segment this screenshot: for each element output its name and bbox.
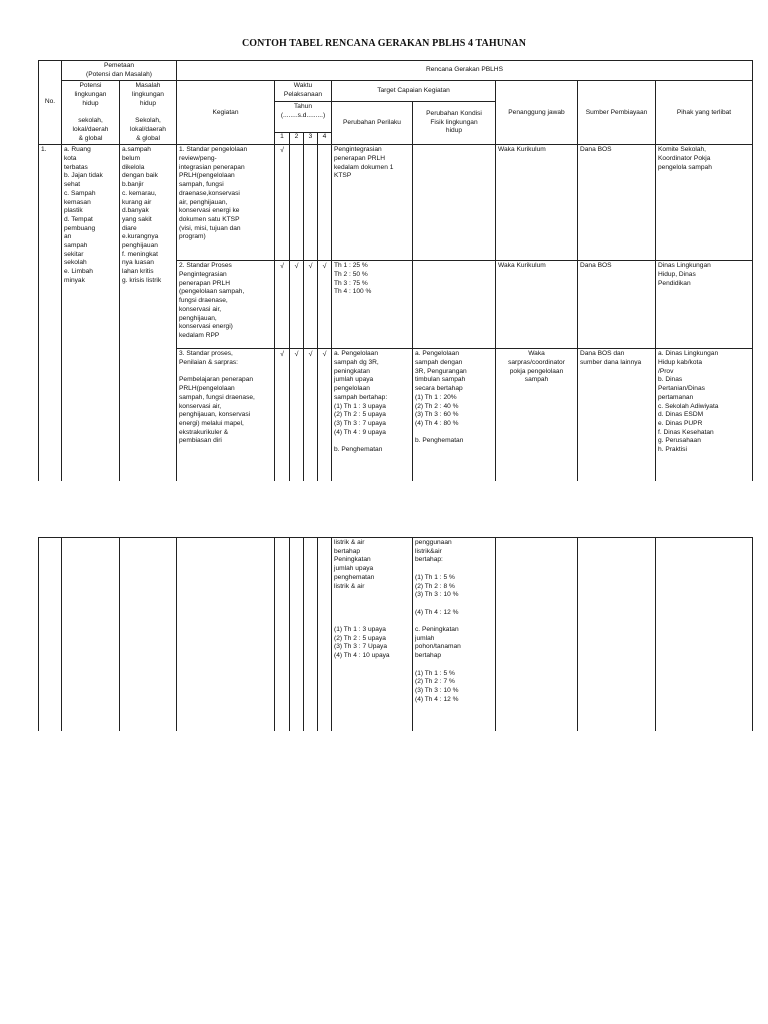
- kondisi-1: [413, 145, 496, 261]
- year-3: 3: [304, 133, 318, 145]
- cont-masalah: [120, 538, 177, 731]
- header-pemetaan: Pemetaan (Potensi dan Masalah): [62, 61, 177, 81]
- tick-3-3: √: [304, 349, 318, 481]
- sumber-2: Dana BOS: [578, 261, 656, 349]
- row-no: 1.: [39, 145, 62, 481]
- pj-1: Waka Kurikulum: [496, 145, 578, 261]
- header-kegiatan: Kegiatan: [177, 81, 275, 145]
- tick-3-4: √: [318, 349, 332, 481]
- cont-tick-2: [290, 538, 304, 731]
- perilaku-3: a. Pengelolaan sampah dg 3R, peningkatan jumlah upaya pengelolaan sampah bertahap: (1) Th 1 : 3 upaya (2) Th 2 : 5 upaya (3) Th 3 : 7 upaya (4) Th 4 : 9 upaya b. Penghematan: [332, 349, 413, 481]
- header-sumber: Sumber Pembiayaan: [578, 81, 656, 145]
- kegiatan-2: 2. Standar Proses Pengintegrasian penerapan PRLH (pengelolaan sampah, fungsi draenase, konservasi air, penghijauan, konservasi energi) kedalam RPP: [177, 261, 275, 349]
- tick-3-1: √: [275, 349, 290, 481]
- header-masalah: Masalah lingkungan hidup Sekolah, lokal/daerah & global: [120, 81, 177, 145]
- potensi-list: a. Ruang kota terbatas b. Jajan tidak sehat c. Sampah kemasan plastik d. Tempat pembuang an sampah sekitar sekolah e. Limbah minyak: [62, 145, 120, 481]
- kondisi-2: [413, 261, 496, 349]
- perilaku-2: Th 1 : 25 % Th 2 : 50 % Th 3 : 75 % Th 4 : 100 %: [332, 261, 413, 349]
- year-1: 1: [275, 133, 290, 145]
- sumber-1: Dana BOS: [578, 145, 656, 261]
- sumber-3: Dana BOS dan sumber dana lainnya: [578, 349, 656, 481]
- header-kondisi: Perubahan Kondisi Fisik lingkungan hidup: [413, 101, 496, 145]
- pj-2: Waka Kurikulum: [496, 261, 578, 349]
- cont-tick-1: [275, 538, 290, 731]
- tick-1-1: √: [275, 145, 290, 261]
- perilaku-1: Pengintegrasian penerapan PRLH kedalam dokumen 1 KTSP: [332, 145, 413, 261]
- pihak-3: a. Dinas Lingkungan Hidup kab/kota /Prov b. Dinas Pertanian/Dinas pertamanan c. Sekolah Adiwiyata d. Dinas ESDM e. Dinas PUPR f. Dinas Kesehatan g. Perusahaan h. Praktisi: [656, 349, 753, 481]
- cont-perilaku: listrik & air bertahap Peningkatan jumlah upaya penghematan listrik & air (1) Th 1 : 3 upaya (2) Th 2 : 5 upaya (3) Th 3 : 7 Upaya (4) Th 4 : 10 upaya: [332, 538, 413, 731]
- header-rencana: Rencana Gerakan PBLHS: [177, 61, 753, 81]
- header-pihak: Pihak yang terlibat: [656, 81, 753, 145]
- cont-pj: [496, 538, 578, 731]
- plan-table: [38, 60, 753, 481]
- header-waktu: Waktu Pelaksanaan: [275, 81, 332, 101]
- tick-3-2: √: [290, 349, 304, 481]
- header-target: Target Capaian Kegiatan: [332, 81, 496, 101]
- cont-tick-4: [318, 538, 332, 731]
- tick-2-2: √: [290, 261, 304, 349]
- page-title: CONTOH TABEL RENCANA GERAKAN PBLHS 4 TAHUNAN: [241, 38, 527, 49]
- tick-2-1: √: [275, 261, 290, 349]
- year-2: 2: [290, 133, 304, 145]
- kegiatan-1: 1. Standar pengelolaan review/peng- integrasian penerapan PRLH(pengelolaan sampah, fungsi draenase,konservasi air, penghijauan, konservasi energi ke dokumen satu KTSP (visi, misi, tujuan dan program): [177, 145, 275, 261]
- masalah-list: a.sampah belum dikelola dengan baik b.banjir c. kemarau, kurang air d.banyak yang sakit diare e.kurangnya penghijauan f. meningkat nya luasan lahan kritis g. krisis listrik: [120, 145, 177, 481]
- tick-1-3: [304, 145, 318, 261]
- cont-kondisi: penggunaan listrik&air bertahap: (1) Th 1 : 5 % (2) Th 2 : 8 % (3) Th 3 : 10 % (4) Th 4 : 12 % c. Peningkatan jumlah pohon/tanaman bertahap (1) Th 1 : 5 % (2) Th 2 : 7 % (3) Th 3 : 10 % (4) Th 4 : 12 %: [413, 538, 496, 731]
- header-potensi: Potensi lingkungan hidup sekolah, lokal/daerah & global: [62, 81, 120, 145]
- header-perilaku: Perubahan Perilaku: [332, 101, 413, 145]
- header-pj: Penanggung jawab: [496, 81, 578, 145]
- tick-1-4: [318, 145, 332, 261]
- cont-potensi: [62, 538, 120, 731]
- pj-3: Waka sarpras/coordinator pokja pengelolaan sampah: [496, 349, 578, 481]
- pihak-2: Dinas Lingkungan Hidup, Dinas Pendidikan: [656, 261, 753, 349]
- kegiatan-3: 3. Standar proses, Penilaian & sarpras: Pembelajaran penerapan PRLH(pengelolaan sampah, fungsi draenase, konservasi air, penghijauan, konservasi energi) melalui mapel, ekstrakurikuler & pembiasan diri: [177, 349, 275, 481]
- cont-no: [39, 538, 62, 731]
- cont-kegiatan: [177, 538, 275, 731]
- kondisi-3: a. Pengelolaan sampah dengan 3R, Pengurangan timbulan sampah secara bertahap (1) Th 1 : 20% (2) Th 2 : 40 % (3) Th 3 : 60 % (4) Th 4 : 80 % b. Penghematan: [413, 349, 496, 481]
- tick-2-3: √: [304, 261, 318, 349]
- cont-tick-3: [304, 538, 318, 731]
- year-4: 4: [318, 133, 332, 145]
- header-no: No.: [39, 61, 62, 145]
- header-tahun: Tahun (........s.d.........): [275, 101, 332, 133]
- tick-2-4: √: [318, 261, 332, 349]
- pihak-1: Komite Sekolah, Koordinator Pokja pengelola sampah: [656, 145, 753, 261]
- cont-pihak: [656, 538, 753, 731]
- plan-table-continued: [38, 537, 753, 731]
- tick-1-2: [290, 145, 304, 261]
- cont-sumber: [578, 538, 656, 731]
